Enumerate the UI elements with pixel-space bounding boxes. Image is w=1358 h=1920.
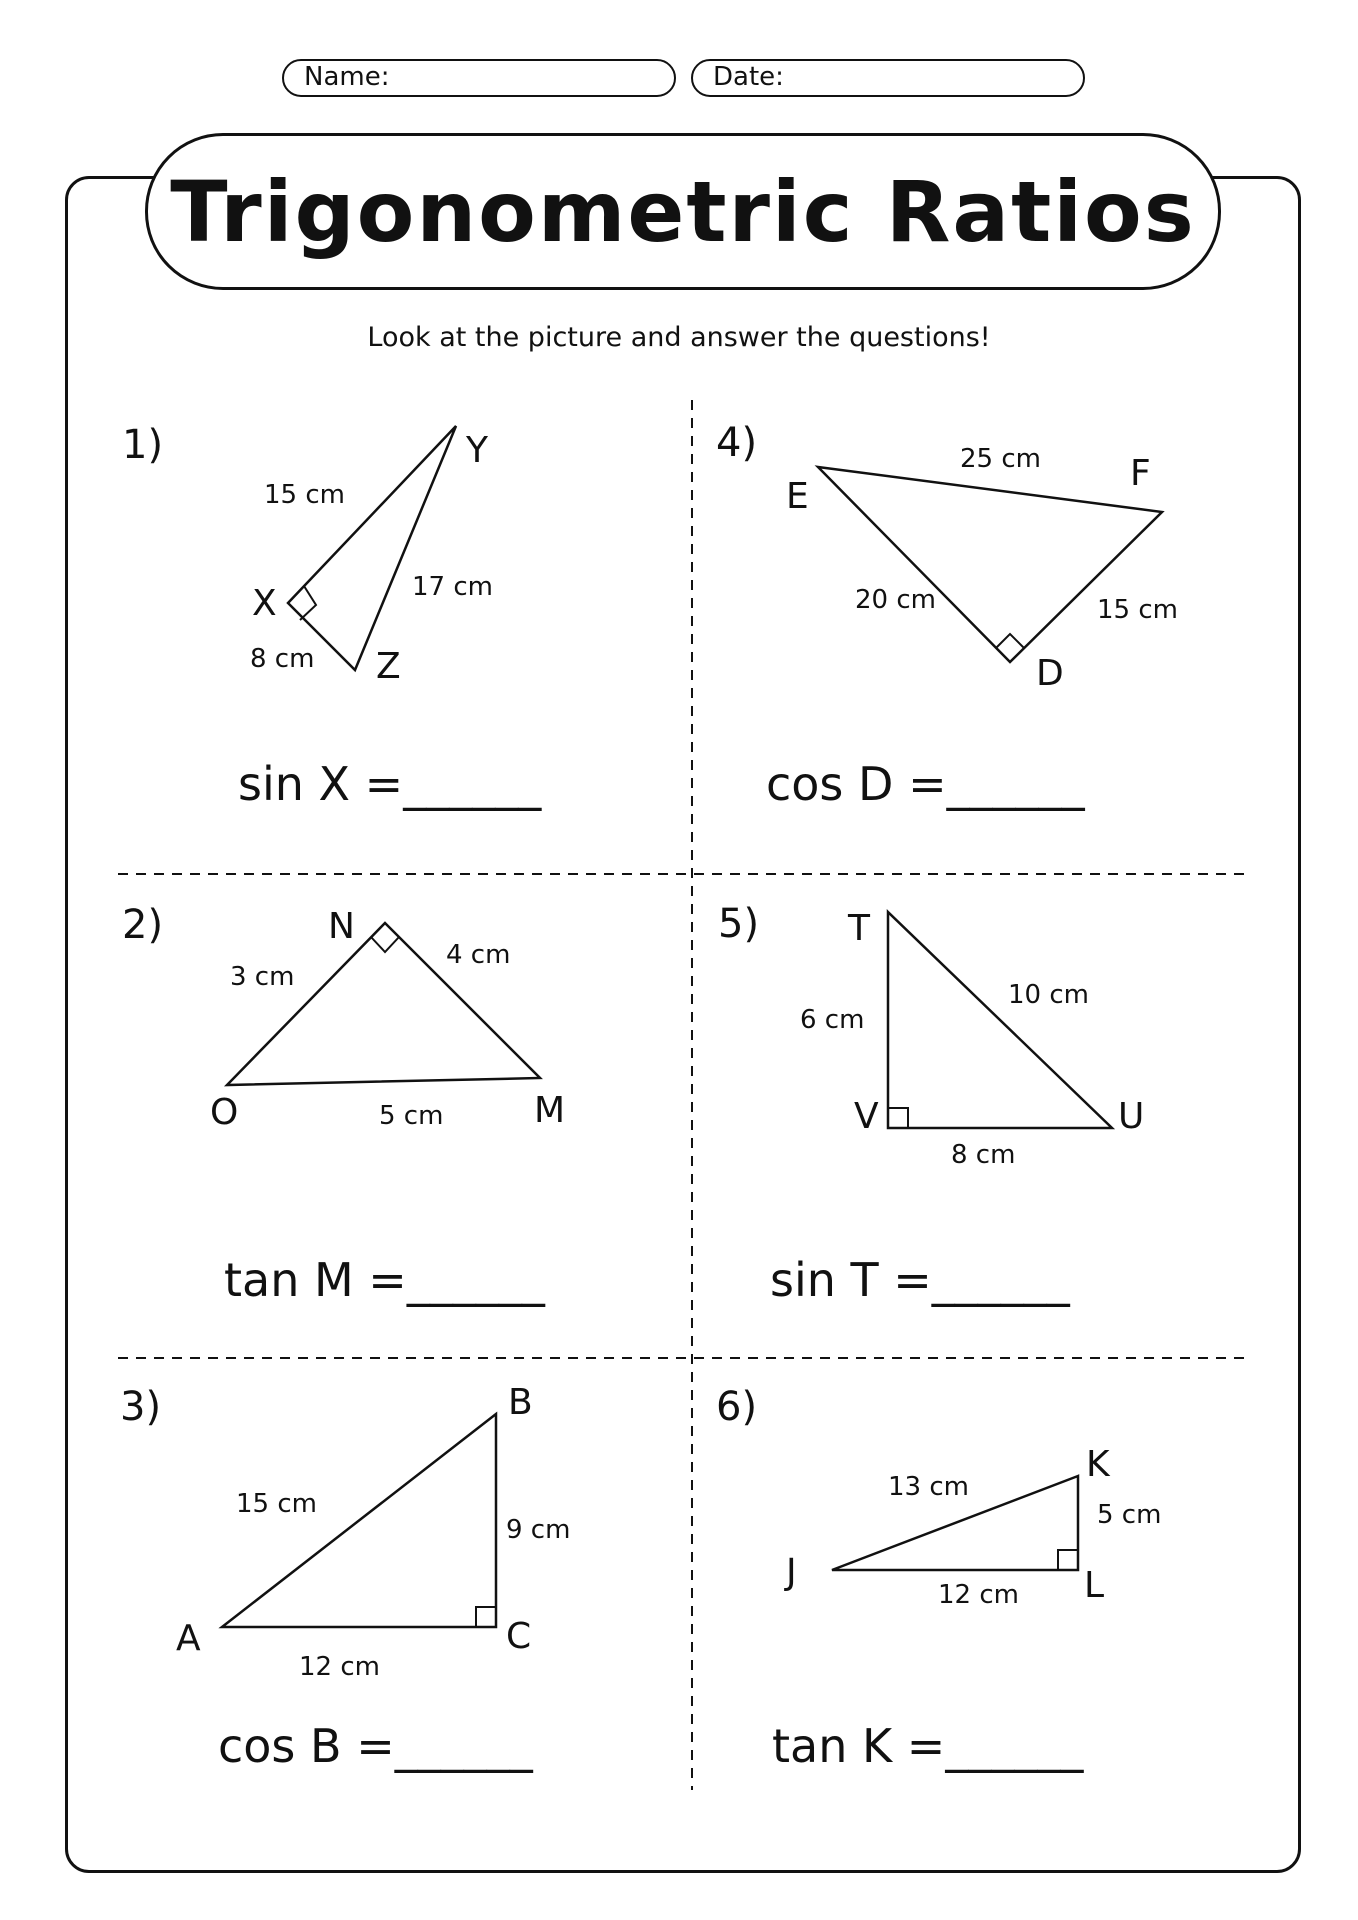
vertex-label: E <box>786 476 809 517</box>
problem-1 <box>122 422 542 811</box>
triangle-def <box>818 467 1162 662</box>
question: sin T =______ <box>770 1253 1070 1307</box>
question: tan K =______ <box>772 1719 1084 1773</box>
problem-3 <box>120 1382 570 1773</box>
question: tan M =______ <box>224 1253 545 1307</box>
right-angle-mark <box>476 1607 496 1627</box>
side-label: 4 cm <box>446 940 511 970</box>
side-label: 9 cm <box>506 1515 571 1545</box>
question: cos D =______ <box>766 757 1085 811</box>
vertex-label: M <box>534 1090 566 1131</box>
side-label: 15 cm <box>1097 595 1178 625</box>
vertex-label: T <box>848 908 870 949</box>
vertex-label: L <box>1084 1565 1105 1606</box>
side-label: 20 cm <box>855 585 936 615</box>
vertex-label: B <box>508 1382 533 1423</box>
side-label: 8 cm <box>951 1140 1016 1170</box>
instructions: Look at the picture and answer the questions! <box>367 322 991 353</box>
right-angle-mark <box>996 634 1024 648</box>
vertex-label: A <box>176 1618 201 1659</box>
side-label: 15 cm <box>236 1489 317 1519</box>
problem-2 <box>122 902 565 1307</box>
problem-number: 6) <box>716 1384 758 1430</box>
vertex-label: Y <box>466 430 488 471</box>
problem-4 <box>716 420 1178 811</box>
question: cos B =______ <box>218 1719 533 1773</box>
side-label: 12 cm <box>938 1580 1019 1610</box>
side-label: 10 cm <box>1008 980 1089 1010</box>
vertex-label: O <box>210 1092 239 1133</box>
triangle-abc <box>222 1414 496 1627</box>
problem-number: 4) <box>716 420 758 466</box>
vertex-label: N <box>328 906 355 947</box>
problem-number: 1) <box>122 422 164 468</box>
side-label: 6 cm <box>800 1005 865 1035</box>
side-label: 25 cm <box>960 444 1041 474</box>
triangle-xyz <box>288 426 456 670</box>
name-label: Name: <box>304 62 390 92</box>
vertex-label: F <box>1130 453 1151 494</box>
vertex-label: C <box>506 1616 532 1657</box>
right-angle-mark <box>371 937 399 952</box>
page-title: Trigonometric Ratios <box>170 162 1196 261</box>
problem-5 <box>718 901 1144 1307</box>
side-label: 5 cm <box>1097 1500 1162 1530</box>
side-label: 3 cm <box>230 962 295 992</box>
side-label: 5 cm <box>379 1101 444 1131</box>
vertex-label: K <box>1086 1444 1110 1485</box>
date-label: Date: <box>713 62 784 92</box>
problem-number: 5) <box>718 901 760 947</box>
problem-6 <box>716 1384 1161 1773</box>
vertex-label: D <box>1036 653 1064 694</box>
problem-number: 3) <box>120 1384 162 1430</box>
problem-number: 2) <box>122 902 164 948</box>
triangle-tuv <box>888 912 1112 1128</box>
right-angle-mark <box>1058 1550 1078 1570</box>
vertex-label: J <box>786 1552 797 1593</box>
right-angle-mark <box>300 586 316 620</box>
side-label: 13 cm <box>888 1472 969 1502</box>
vertex-label: Z <box>376 646 401 687</box>
question: sin X =______ <box>238 757 542 811</box>
side-label: 8 cm <box>250 644 315 674</box>
vertex-label: U <box>1118 1096 1145 1137</box>
side-label: 12 cm <box>299 1652 380 1682</box>
side-label: 15 cm <box>264 480 345 510</box>
vertex-label: V <box>854 1096 879 1137</box>
vertex-label: X <box>252 583 277 624</box>
side-label: 17 cm <box>412 572 493 602</box>
right-angle-mark <box>888 1108 908 1128</box>
